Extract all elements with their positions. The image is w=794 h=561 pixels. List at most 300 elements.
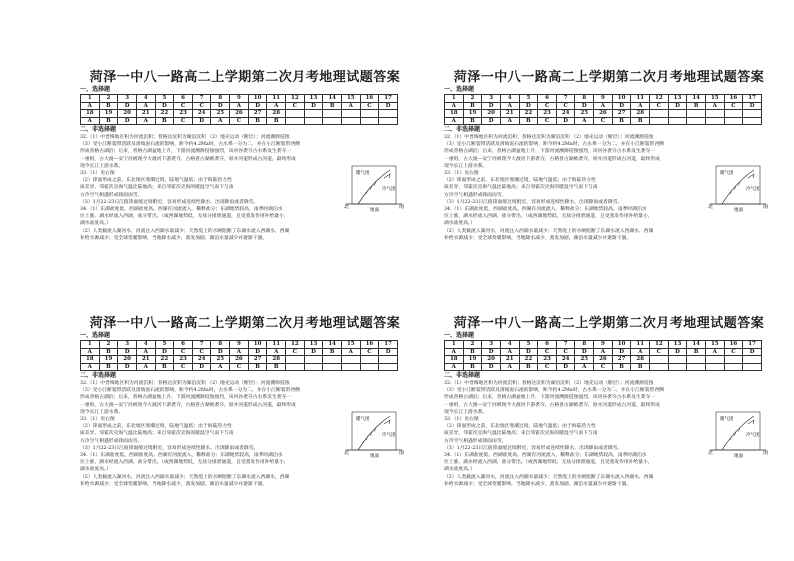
table-cell: B — [323, 102, 342, 110]
front-sketch — [342, 164, 406, 214]
table-cell: B — [248, 117, 267, 125]
table-cell: A — [445, 117, 464, 125]
table-cell — [286, 363, 305, 371]
table-cell: A — [594, 102, 613, 110]
table-row-answers — [81, 117, 398, 125]
front-diagram — [342, 164, 406, 214]
text-line: 32.（1）中晋梅地区积为河流沉积；普格达沉积为湖泊沉积 （2）地壳运动（断层）；河流溯源侵蚀 — [80, 135, 290, 140]
table-cell: B — [519, 117, 538, 125]
text-line: 补给水源减少；受全球变暖影响，当地降水减少，蒸发加剧，湖泊水量减少并逐渐干涸。 — [444, 235, 632, 241]
text-line: 形成普格古湖泊；后来，普格古湖盆地上升，下游河流溯源侵蚀强烈，该河谷袭夺古水系发生袭夺一 — [80, 149, 292, 155]
text-line: 质差异，邻霍次克海气温比陆地高；来自邻霍次克海的暖湿空气南下与南 — [444, 431, 598, 437]
table-cell: 6 — [174, 341, 193, 349]
table-row-numbers — [445, 341, 762, 349]
table-cell: 13 — [304, 95, 323, 103]
table-cell — [341, 117, 360, 125]
text-line: 33.（1）见右图 — [80, 171, 115, 177]
table-cell: 10 — [612, 341, 631, 349]
text-line: 湖水盐度高。） — [80, 467, 112, 473]
text-line: 形成普格古湖泊；后来，普格古湖盆地上升，下游河流溯源侵蚀强烈，该河谷袭夺古水系发生袭夺一 — [444, 395, 656, 401]
table-cell — [379, 363, 398, 371]
table-cell: B — [248, 363, 267, 371]
sheet-title: 菏泽一中八一路高二上学期第二次月考地理试题答案 — [89, 316, 401, 331]
table-cell: D — [482, 348, 501, 356]
table-cell: A — [631, 102, 650, 110]
table-cell: 22 — [155, 356, 174, 364]
text-line: （2）锋面形成之前，东北地区寒潮过境，陆地气温低；由于海陆热力性 — [80, 178, 232, 184]
table-cell — [304, 363, 323, 371]
table-cell: 15 — [341, 341, 360, 349]
table-cell: C — [538, 363, 557, 371]
table-cell: A — [341, 348, 360, 356]
warm-air-label: 暖气团 — [356, 417, 370, 422]
answer-table — [444, 340, 762, 371]
table-cell: A — [211, 363, 230, 371]
table-cell: C — [538, 117, 557, 125]
table-cell — [323, 356, 342, 364]
table-cell: 19 — [99, 356, 118, 364]
table-cell: 7 — [556, 341, 575, 349]
answer-sheet-bottom-right — [444, 312, 774, 488]
answer-table — [80, 340, 398, 371]
table-cell: 15 — [705, 95, 724, 103]
table-cell: 25 — [211, 356, 230, 364]
table-cell: C — [594, 117, 613, 125]
table-cell: 4 — [136, 341, 155, 349]
table-cell: 14 — [323, 341, 342, 349]
table-cell: 20 — [482, 356, 501, 364]
table-cell: 20 — [118, 110, 137, 118]
front-diagram — [706, 410, 770, 460]
table-cell: 10 — [612, 95, 631, 103]
table-cell — [650, 110, 669, 118]
text-line: 形成普格古湖泊；后来，普格古湖盆地上升，下游河流溯源侵蚀强烈，该河谷袭夺古水系发生袭夺一 — [444, 149, 656, 155]
table-cell: C — [724, 348, 743, 356]
table-cell: A — [136, 102, 155, 110]
table-cell — [341, 356, 360, 364]
table-cell — [687, 110, 706, 118]
table-cell — [687, 356, 706, 364]
table-cell: 19 — [463, 110, 482, 118]
table-cell: A — [230, 102, 249, 110]
table-cell: 24 — [556, 356, 575, 364]
table-cell: 9 — [594, 95, 613, 103]
table-row-answers — [81, 102, 398, 110]
text-line: （3）受小江断裂带活跃及滑坡泥石流的影响，距今约4.2Ma时，古水系一分为二，并在小江断裂带西侧 — [444, 388, 664, 394]
table-cell: D — [612, 348, 631, 356]
table-cell: C — [174, 102, 193, 110]
table-row-numbers — [81, 341, 398, 349]
table-cell: D — [482, 102, 501, 110]
table-cell: B — [463, 102, 482, 110]
table-cell: A — [136, 348, 155, 356]
table-cell — [743, 363, 762, 371]
table-cell: 3 — [482, 341, 501, 349]
table-cell: B — [99, 348, 118, 356]
table-cell — [379, 117, 398, 125]
table-cell: 12 — [286, 341, 305, 349]
table-cell: D — [743, 348, 762, 356]
table-cell: 6 — [538, 341, 557, 349]
table-cell — [379, 356, 398, 364]
front-sketch — [706, 410, 770, 460]
text-line: （3）1月22-23日江值锋面缓过境附近，容易形成连续性降水，出现降雨或者降雪。 — [80, 445, 259, 451]
south-label: 南 — [399, 450, 405, 456]
table-cell: 26 — [594, 356, 613, 364]
table-cell: C — [556, 348, 575, 356]
text-line: （3）受小江断裂带活跃及滑坡泥石流的影响，距今约4.2Ma时，古水系一分为二，并在小江断裂带西侧 — [80, 142, 300, 148]
table-cell: A — [230, 348, 249, 356]
table-cell: 14 — [323, 95, 342, 103]
table-cell: 16 — [360, 95, 379, 103]
table-cell: D — [668, 348, 687, 356]
text-line: 质差异，邻霍次克海气温比陆地高；来自邻霍次克海的暖湿空气南下与南 — [80, 431, 234, 437]
table-cell: D — [575, 102, 594, 110]
table-cell — [304, 356, 323, 364]
text-line: （2）锋面形成之前，东北地区寒潮过境，陆地气温低；由于海陆热力性 — [444, 424, 596, 430]
table-cell: 16 — [724, 95, 743, 103]
text-line: （2）人类截流入湖河水，河流注入西湖水量减少；天然堤上的水闸阻断了东湖水流入西湖水，西湖 — [444, 228, 654, 234]
text-line: 一重组，古大渡—安宁河被现今大渡河下游袭夺，古格普古湖被袭夺，原并河道形成古河道，最终形成 — [444, 402, 660, 408]
table-cell: 11 — [631, 341, 650, 349]
table-cell: B — [463, 117, 482, 125]
table-cell: 11 — [267, 95, 286, 103]
table-cell: 11 — [631, 95, 650, 103]
table-cell: A — [445, 363, 464, 371]
section-choice-heading: 一、选择题 — [444, 86, 475, 93]
table-cell: 26 — [230, 356, 249, 364]
table-cell: A — [631, 348, 650, 356]
table-cell: 5 — [519, 341, 538, 349]
table-cell — [687, 363, 706, 371]
table-cell: 21 — [500, 110, 519, 118]
cold-air-label: 冷气团 — [382, 433, 396, 438]
table-cell: 25 — [211, 110, 230, 118]
table-cell: 10 — [248, 95, 267, 103]
table-cell — [341, 110, 360, 118]
table-cell — [650, 363, 669, 371]
table-row-numbers — [445, 110, 762, 118]
table-cell: 8 — [575, 341, 594, 349]
table-cell: 18 — [81, 356, 100, 364]
text-line: 质差异，邻霍次克海气温比陆地高；来自邻霍次克海的暖湿空气南下与南 — [80, 185, 234, 191]
table-cell: C — [230, 117, 249, 125]
table-cell: A — [445, 348, 464, 356]
text-line: （3）受小江断裂带活跃及滑坡泥石流的影响，距今约4.2Ma时，古水系一分为二，并在小江断裂带西侧 — [444, 142, 664, 148]
table-cell: A — [81, 102, 100, 110]
text-line: （2）人类截流入湖河水，河流注入西湖水量减少；天然堤上的水闸阻断了东湖水流入西湖水，西湖 — [444, 474, 654, 480]
text-line: 一重组，古大渡—安宁河被现今大渡河下游袭夺，古格普古湖被袭夺，原并河道形成古河道，最终形成 — [80, 156, 296, 162]
table-cell: 28 — [267, 356, 286, 364]
table-cell: 6 — [538, 95, 557, 103]
table-cell: D — [211, 102, 230, 110]
table-cell: A — [341, 102, 360, 110]
text-line: （3）1月22-23日江值锋面缓过境附近，容易形成连续性降水，出现降雨或者降雪。 — [444, 445, 623, 451]
text-line: 方冷空气相遇形成锋面雨雪。 — [444, 438, 507, 444]
table-cell: 5 — [155, 341, 174, 349]
text-line: （3）受小江断裂带活跃及滑坡泥石流的影响，距今约4.2Ma时，古水系一分为二，并在小江断裂带西侧 — [80, 388, 300, 394]
warm-air-label: 暖气团 — [356, 171, 370, 176]
table-cell — [724, 110, 743, 118]
table-cell: 8 — [211, 341, 230, 349]
table-cell: 13 — [668, 95, 687, 103]
table-cell — [724, 117, 743, 125]
front-diagram — [706, 164, 770, 214]
text-line: 现今长江上游水系。 — [444, 409, 488, 415]
table-cell: D — [612, 102, 631, 110]
table-cell: D — [155, 348, 174, 356]
table-cell: B — [323, 348, 342, 356]
cold-air-label: 冷气团 — [382, 187, 396, 192]
table-cell: 9 — [230, 341, 249, 349]
table-cell: C — [360, 102, 379, 110]
table-cell: A — [500, 348, 519, 356]
table-cell — [668, 110, 687, 118]
section-nonchoice-heading: 二、非选择题 — [444, 126, 481, 133]
ground-label: 地面 — [370, 454, 379, 459]
warm-air-label: 暖气团 — [720, 417, 734, 422]
table-cell — [705, 363, 724, 371]
text-line: 一重组，古大渡—安宁河被现今大渡河下游袭夺，古格普古湖被袭夺，原并河道形成古河道，最终形成 — [80, 402, 296, 408]
table-cell — [668, 363, 687, 371]
table-cell: 18 — [81, 110, 100, 118]
table-cell: B — [519, 363, 538, 371]
text-line: 位上涨，湖水经流入西湖，盐分带出。（或西湖地势低，无盐分排泄通道，且受蒸发作用补给量小， — [444, 460, 653, 466]
table-cell: B — [267, 117, 286, 125]
table-cell: 1 — [445, 341, 464, 349]
table-cell — [286, 356, 305, 364]
table-cell: C — [174, 348, 193, 356]
answer-text — [80, 380, 350, 488]
table-cell: 17 — [379, 95, 398, 103]
table-cell — [687, 117, 706, 125]
table-cell: C — [230, 363, 249, 371]
table-cell: 28 — [631, 356, 650, 364]
table-cell: D — [575, 348, 594, 356]
table-cell — [650, 356, 669, 364]
table-cell: 12 — [286, 95, 305, 103]
table-cell: 15 — [705, 341, 724, 349]
table-cell: A — [136, 117, 155, 125]
table-cell: A — [575, 363, 594, 371]
table-cell: A — [594, 348, 613, 356]
answer-text — [80, 134, 350, 242]
north-label: 北 — [708, 450, 714, 456]
table-cell — [304, 110, 323, 118]
table-cell: D — [556, 363, 575, 371]
table-cell: 7 — [556, 95, 575, 103]
text-line: （2）锋面形成之前，东北地区寒潮过境，陆地气温低；由于海陆热力性 — [444, 178, 596, 184]
table-row-answers — [445, 363, 762, 371]
table-cell — [650, 117, 669, 125]
table-cell: C — [724, 102, 743, 110]
table-cell — [668, 356, 687, 364]
text-line: 质差异，邻霍次克海气温比陆地高；来自邻霍次克海的暖湿空气南下与南 — [444, 185, 598, 191]
table-cell: A — [500, 102, 519, 110]
ground-label: 地面 — [734, 208, 743, 213]
text-line: 33.（1）见右图 — [80, 417, 115, 423]
table-cell: B — [99, 363, 118, 371]
text-line: 位上涨，湖水经流入西湖，盐分带出。（或西湖地势低，无盐分排泄通道，且受蒸发作用补给量小， — [80, 214, 289, 220]
table-row-answers — [445, 348, 762, 356]
table-cell: D — [118, 363, 137, 371]
table-row-numbers — [81, 356, 398, 364]
table-cell: A — [267, 102, 286, 110]
text-line: 形成普格古湖泊；后来，普格古湖盆地上升，下游河流溯源侵蚀强烈，该河谷袭夺古水系发生袭夺一 — [80, 395, 292, 401]
table-cell: D — [118, 117, 137, 125]
text-line: 湖水盐度高。） — [80, 221, 112, 227]
table-cell: C — [286, 348, 305, 356]
table-cell: B — [155, 117, 174, 125]
table-cell: B — [687, 348, 706, 356]
table-cell — [323, 110, 342, 118]
text-line: （2）锋面形成之前，东北地区寒潮过境，陆地气温低；由于海陆热力性 — [80, 424, 232, 430]
table-cell: 20 — [118, 356, 137, 364]
table-cell: D — [118, 102, 137, 110]
table-cell: 3 — [118, 95, 137, 103]
table-cell: 22 — [155, 110, 174, 118]
table-cell: 4 — [500, 341, 519, 349]
table-cell — [743, 110, 762, 118]
ground-label: 地面 — [734, 454, 743, 459]
table-cell: C — [192, 102, 211, 110]
answer-sheet-top-right — [444, 66, 774, 242]
table-cell: 21 — [136, 356, 155, 364]
text-line: 32.（1）中晋梅地区积为河流沉积；普格达沉积为湖泊沉积 （2）地壳运动（断层）；河流溯源侵蚀 — [444, 381, 654, 386]
text-line: 方冷空气相遇形成锋面雨雪。 — [80, 438, 143, 444]
table-cell: A — [81, 348, 100, 356]
south-label: 南 — [399, 204, 405, 210]
answer-table — [444, 94, 762, 125]
table-cell: 15 — [341, 95, 360, 103]
table-cell: D — [192, 117, 211, 125]
text-line: （2）人类截流入湖河水，河流注入西湖水量减少；天然堤上的水闸阻断了东湖水流入西湖水，西湖 — [80, 474, 290, 480]
text-line: 位上涨，湖水经流入西湖，盐分带出。（或西湖地势低，无盐分排泄通道，且受蒸发作用补给量小， — [444, 214, 653, 220]
north-label: 北 — [344, 450, 350, 456]
table-cell: 14 — [687, 341, 706, 349]
answer-table — [80, 94, 398, 125]
answer-text — [444, 134, 714, 242]
table-cell: 28 — [631, 110, 650, 118]
table-cell: A — [500, 363, 519, 371]
table-cell: 3 — [118, 341, 137, 349]
table-cell: 22 — [519, 356, 538, 364]
table-row-numbers — [81, 110, 398, 118]
text-line: 湖水盐度高。） — [444, 221, 476, 227]
text-line: 32.（1）中晋梅地区积为河流沉积；普格达沉积为湖泊沉积 （2）地壳运动（断层）；河流溯源侵蚀 — [80, 381, 290, 386]
ground-label: 地面 — [370, 208, 379, 213]
table-cell: C — [174, 363, 193, 371]
table-cell: 9 — [594, 341, 613, 349]
section-nonchoice-heading: 二、非选择题 — [80, 372, 117, 379]
table-cell: 7 — [192, 95, 211, 103]
table-cell: 24 — [192, 356, 211, 364]
table-cell: 18 — [445, 110, 464, 118]
sheet-title: 菏泽一中八一路高二上学期第二次月考地理试题答案 — [89, 70, 401, 85]
table-cell — [724, 356, 743, 364]
table-cell — [304, 117, 323, 125]
table-cell: C — [286, 102, 305, 110]
table-cell: 24 — [192, 110, 211, 118]
cold-air-label: 冷气团 — [746, 187, 760, 192]
table-cell: A — [81, 117, 100, 125]
table-cell — [743, 117, 762, 125]
table-cell — [360, 117, 379, 125]
table-cell: 8 — [211, 95, 230, 103]
table-cell: B — [687, 102, 706, 110]
table-cell: 25 — [575, 110, 594, 118]
table-cell: 5 — [519, 95, 538, 103]
table-cell: 23 — [538, 356, 557, 364]
table-cell: A — [705, 348, 724, 356]
table-cell: D — [155, 102, 174, 110]
table-cell: D — [248, 348, 267, 356]
table-cell — [705, 356, 724, 364]
table-cell: 21 — [136, 110, 155, 118]
front-sketch — [706, 164, 770, 214]
table-cell: 4 — [500, 95, 519, 103]
table-cell: D — [519, 348, 538, 356]
table-cell: C — [192, 348, 211, 356]
table-cell — [323, 117, 342, 125]
table-cell: D — [482, 117, 501, 125]
table-cell: 4 — [136, 95, 155, 103]
cold-air-label: 冷气团 — [746, 433, 760, 438]
table-cell: D — [118, 348, 137, 356]
section-choice-heading: 一、选择题 — [80, 332, 111, 339]
table-cell: C — [360, 348, 379, 356]
table-cell: A — [575, 117, 594, 125]
text-line: 补给水源减少；受全球变暖影响，当地降水减少，蒸发加剧，湖泊水量减少并逐渐干涸。 — [80, 235, 268, 241]
text-line: 补给水源减少；受全球变暖影响，当地降水减少，蒸发加剧，湖泊水量减少并逐渐干涸。 — [444, 481, 632, 487]
table-row-numbers — [81, 95, 398, 103]
text-line: 33.（1）见右图 — [444, 171, 479, 177]
table-cell: C — [650, 102, 669, 110]
table-cell: A — [445, 102, 464, 110]
table-cell: C — [174, 117, 193, 125]
table-cell: 13 — [668, 341, 687, 349]
table-cell: B — [631, 117, 650, 125]
table-cell: D — [304, 348, 323, 356]
table-cell: A — [500, 117, 519, 125]
table-cell: 2 — [463, 95, 482, 103]
text-line: 方冷空气相遇形成锋面雨雪。 — [80, 192, 143, 198]
text-line: 32.（1）中晋梅地区积为河流沉积；普格达沉积为湖泊沉积 （2）地壳运动（断层）；河流溯源侵蚀 — [444, 135, 654, 140]
table-cell: 9 — [230, 95, 249, 103]
table-cell: A — [267, 348, 286, 356]
table-cell: D — [556, 117, 575, 125]
table-cell — [705, 117, 724, 125]
table-cell: A — [136, 363, 155, 371]
table-cell: D — [519, 102, 538, 110]
table-cell — [286, 110, 305, 118]
table-cell: 1 — [81, 341, 100, 349]
answer-sheet-bottom-left — [80, 312, 410, 488]
table-cell: 28 — [267, 110, 286, 118]
table-cell — [360, 110, 379, 118]
table-cell: C — [650, 348, 669, 356]
table-cell — [341, 363, 360, 371]
table-cell: 19 — [99, 110, 118, 118]
text-line: （3）1月22-23日江值锋面缓过境附近，容易形成连续性降水，出现降雨或者降雪。 — [80, 199, 259, 205]
text-line: 现今长江上游水系。 — [80, 409, 124, 415]
table-cell: 16 — [724, 341, 743, 349]
text-line: 湖水盐度高。） — [444, 467, 476, 473]
text-line: 一重组，古大渡—安宁河被现今大渡河下游袭夺，古格普古湖被袭夺，原并河道形成古河道，最终形成 — [444, 156, 660, 162]
table-cell: 26 — [230, 110, 249, 118]
table-cell: 24 — [556, 110, 575, 118]
table-cell: 19 — [463, 356, 482, 364]
